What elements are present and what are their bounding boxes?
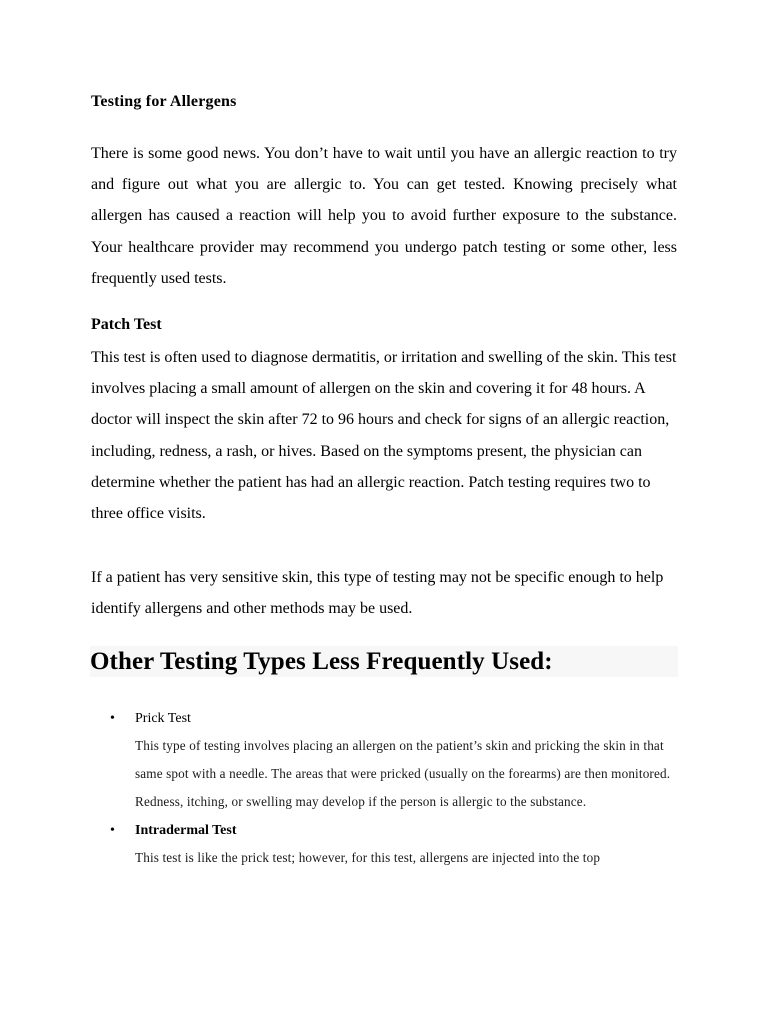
other-tests-heading: Other Testing Types Less Frequently Used: [90,646,678,677]
list-item [110,818,678,872]
bullet-icon: • [110,823,115,838]
intradermal-test-title: Intradermal Test [135,823,237,838]
other-tests-list [110,706,678,872]
sensitive-skin-paragraph: If a patient has very sensitive skin, this type of testing may not be specific enough to help identify allergens and other methods may be used. [91,569,664,618]
patch-test-heading: Patch Test [91,316,162,333]
prick-test-description: This type of testing involves placing an allergen on the patient’s skin and pricking the skin in that same spot with a needle. The areas that were pricked (usually on the forearms) are then monitored. Redness, itching, or swelling may develop if the person is allergic to the substance. [135,738,671,809]
intro-paragraph: There is some good news. You don’t have to wait until you have an allergic reaction to try and figure out what you are allergic to. You can get tested. Knowing precisely what allergen has caused a reaction will help you to avoid further exposure to the substance. Your healthcare provider may recommend you undergo patch testing or some other, less frequently used tests. [91,145,677,287]
patch-test-paragraph: This test is often used to diagnose dermatitis, or irritation and swelling of the skin. This test involves placing a small amount of allergen on the skin and covering it for 48 hours. A doctor will inspect the skin after 72 to 96 hours and check for signs of an allergic reaction, including, redness, a rash, or hives. Based on the symptoms present, the physician can determine whether the patient has had an allergic reaction. Patch testing requires two to three office visits. [91,349,677,523]
prick-test-title: Prick Test [135,711,191,726]
list-item [110,706,678,816]
bullet-icon: • [110,711,115,726]
intradermal-test-description: This test is like the prick test; however, for this test, allergens are injected into the top [135,850,601,865]
document-title: Testing for Allergens [91,93,237,110]
